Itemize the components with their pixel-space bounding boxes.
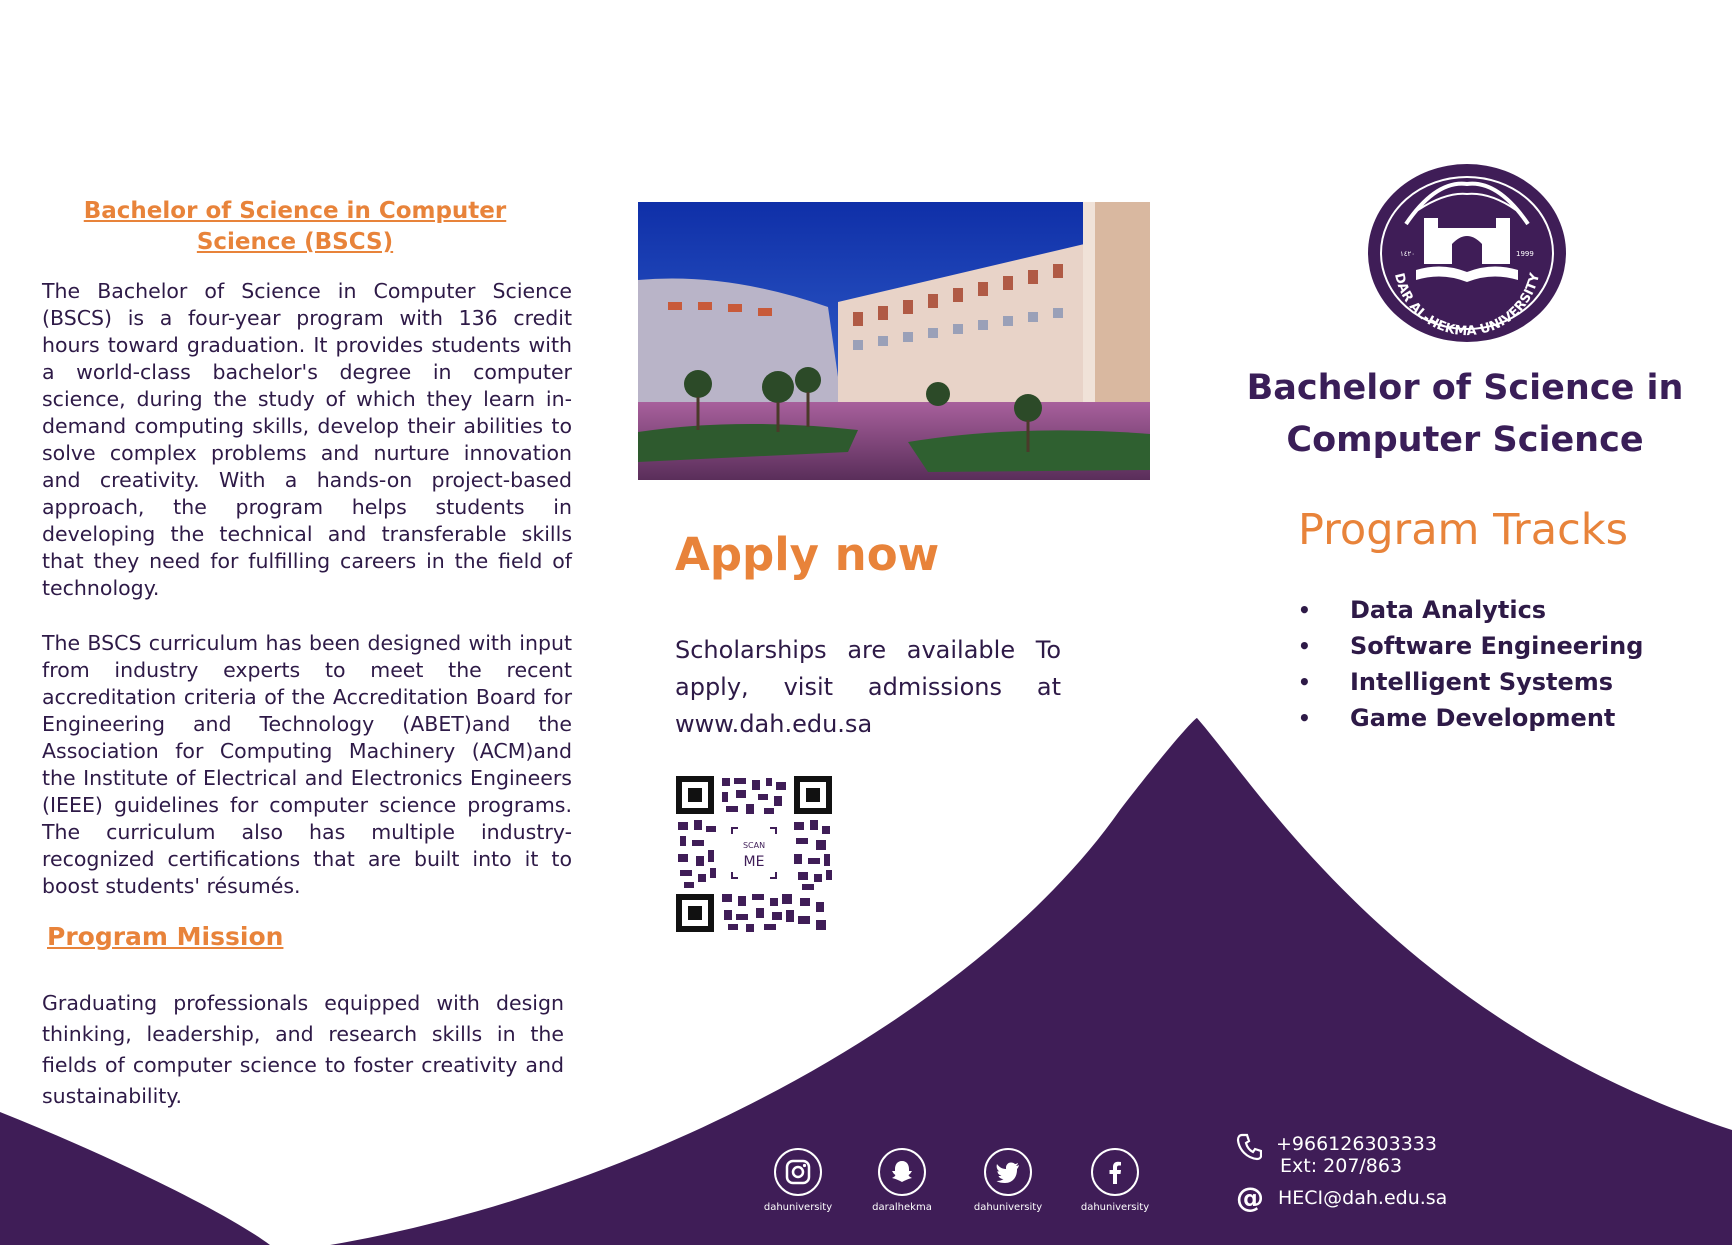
facebook-icon (1091, 1148, 1139, 1196)
at-icon: @ (1236, 1181, 1264, 1214)
facebook-link[interactable]: dahuniversity (1069, 1148, 1161, 1213)
instagram-link[interactable]: dahuniversity (752, 1148, 844, 1213)
qr-code[interactable] (676, 776, 832, 932)
list-item: • Software Engineering (1298, 632, 1644, 660)
program-tracks-list (1298, 592, 1643, 736)
twitter-icon (984, 1148, 1032, 1196)
email-address: HECI@dah.edu.sa (1278, 1187, 1448, 1209)
scholarship-text: Scholarships are available To apply, visit admissions at www.dah.edu.sa (675, 636, 1061, 738)
left-program-title: Bachelor of Science in Computer Science (BSCS) (83, 198, 507, 255)
logo-hijri-year: ١٤٢٠ (1400, 250, 1416, 258)
logo-gregorian-year: 1999 (1516, 250, 1534, 258)
program-description: The Bachelor of Science in Computer Science (BSCS) is a four-year program with 136 credit hours toward graduation. It provides students with a world-class bachelor's degree in computer science, during the study of which they learn in-demand computing skills, develop their abilities to solve complex problems and nurture innovation and creativity. With a hands-on project-based approach, the program helps students in developing the technical and transferable skills that they need for fulfilling careers in the field of technology. (42, 279, 572, 600)
apply-now-heading: Apply now (675, 528, 940, 581)
mission-text: Graduating professionals equipped with design thinking, leadership, and research skills in the fields of computer science to foster creativity and sustainability. (42, 991, 564, 1108)
qr-me-label: ME (743, 854, 765, 870)
right-program-title: Bachelor of Science in Computer Science (1246, 368, 1684, 460)
phone-icon (1236, 1133, 1262, 1166)
list-item: • Data Analytics (1298, 596, 1547, 624)
curriculum-description: The BSCS curriculum has been designed with input from industry experts to meet the recent accreditation criteria of the Accreditation Board for Engineering and Technology (ABET)and the Association for Computing Machinery (ACM)and the Institute of Electrical and Electronics Engineers (IEEE) guidelines for computer science programs. The curriculum also has multiple industry-recognized certifications that are built into it to boost students' résumés. (42, 631, 572, 898)
program-tracks-heading: Program Tracks (1298, 505, 1629, 555)
phone-contact[interactable] (1236, 1133, 1437, 1177)
university-logo (1366, 162, 1568, 344)
snapchat-icon (878, 1148, 926, 1196)
instagram-icon (774, 1148, 822, 1196)
list-item: • Game Development (1298, 704, 1616, 732)
list-item: • Intelligent Systems (1298, 668, 1614, 696)
twitter-link[interactable]: dahuniversity (962, 1148, 1054, 1213)
phone-number: +966126303333 (1276, 1133, 1437, 1155)
logo-university-name: DAR AL-HEKMA UNIVERSITY (1390, 271, 1544, 340)
mission-heading: Program Mission (47, 922, 284, 951)
phone-extension: Ext: 207/863 (1280, 1155, 1403, 1177)
email-contact[interactable] (1236, 1181, 1448, 1214)
campus-photo (638, 202, 1150, 480)
qr-scan-label: SCAN (742, 841, 766, 850)
snapchat-link[interactable]: daralhekma (856, 1148, 948, 1213)
